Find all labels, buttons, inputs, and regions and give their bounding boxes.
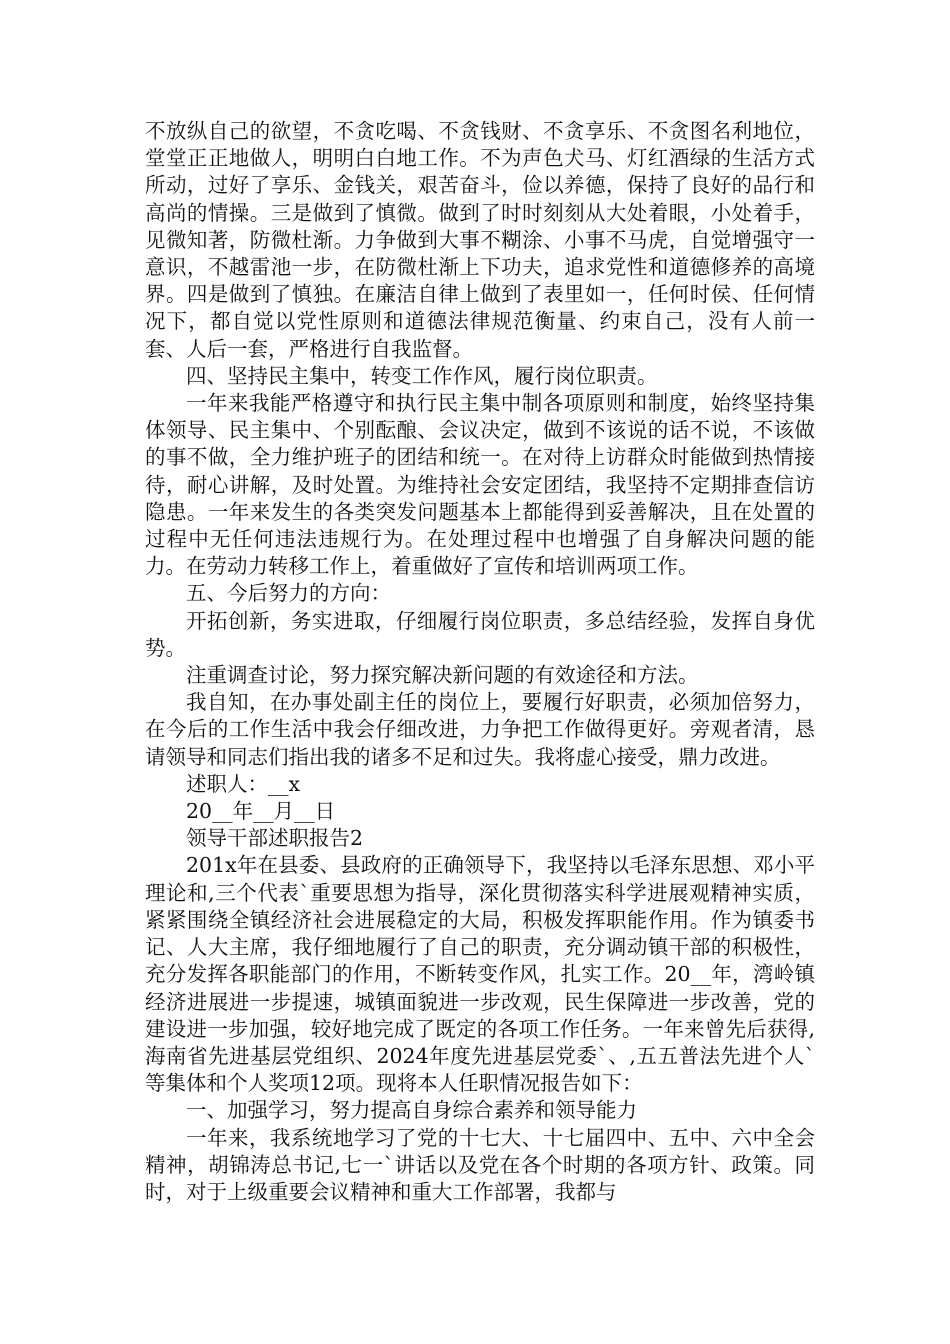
paragraph: 开拓创新，务实进取，仔细履行岗位职责，多总结经验，发挥自身优势。 [145, 608, 815, 660]
paragraph: 我自知，在办事处副主任的岗位上，要履行好职责，必须加倍努力，在今后的工作生活中我会仔细改进，力争把工作做得更好。旁观者清，恳请领导和同志们指出我的诸多不足和过失。我将虚心接受，鼎力改进。 [145, 690, 815, 769]
section-heading-4: 四、坚持民主集中，转变工作作风，履行岗位职责。 [186, 363, 658, 388]
signature-line: 述职人：__x [186, 771, 301, 796]
paragraph: 201x年在县委、县政府的正确领导下，我坚持以毛泽东思想、邓小平理论和,三个代表`重要思想为指导，深化贯彻落实科学进展观精神实质，紧紧围绕全镇经济社会进展稳定的大局，积极发挥职能作用。作为镇委书记、人大主席，我仔细地履行了自己的职责，充分调动镇干部的积极性，充分发挥各职能部门的作用，不断转变作风，扎实工作。20__年，湾岭镇经济进展进一步提速，城镇面貌进一步改观，民生保障进一步改善，党的建设进一步加强，较好地完成了既定的各项工作任务。一年来曾先后获得,海南省先进基层党组织、2024年度先进基层党委`、,五五普法先进个人`等集体和个人奖项12项。现将本人任职情况报告如下： [145, 853, 815, 1096]
paragraph: 不放纵自己的欲望，不贪吃喝、不贪钱财、不贪享乐、不贪图名利地位，堂堂正正地做人，明明白白地工作。不为声色犬马、灯红酒绿的生活方式所动，过好了享乐、金钱关，艰苦奋斗，俭以养德，保持了良好的品行和高尚的情操。三是做到了慎微。做到了时时刻刻从大处着眼，小处着手，见微知著，防微杜渐。力争做到大事不糊涂、小事不马虎，自觉增强守一意识，不越雷池一步，在防微杜渐上下功夫，追求党性和道德修养的高境界。四是做到了慎独。在廉洁自律上做到了表里如一，任何时侯、任何情况下，都自觉以党性原则和道德法律规范衡量、约束自己，没有人前一套、人后一套，严格进行自我监督。 [145, 119, 815, 361]
report-title: 领导干部述职报告2 [186, 826, 364, 851]
document-body [145, 118, 815, 1206]
section-heading-1: 一、加强学习，努力提高自身综合素养和领导能力 [186, 1098, 637, 1123]
paragraph: 一年来，我系统地学习了党的十七大、十七届四中、五中、六中全会精神，胡锦涛总书记,七一`讲话以及党在各个时期的各项方针、政策。同时，对于上级重要会议精神和重大工作部署，我都与 [145, 1125, 815, 1204]
paragraph: 注重调查讨论，努力探究解决新问题的有效途径和方法。 [186, 663, 699, 688]
paragraph: 一年来我能严格遵守和执行民主集中制各项原则和制度，始终坚持集体领导、民主集中、个别酝酿、会议决定，做到不该说的话不说，不该做的事不做，全力维护班子的团结和统一。在对待上访群众时能做到热情接待，耐心讲解，及时处置。为维持社会安定团结，我坚持不定期排查信访隐患。一年来发生的各类突发问题基本上都能得到妥善解决，且在处置的过程中无任何违法违规行为。在处理过程中也增强了自身解决问题的能力。在劳动力转移工作上，着重做好了宣传和培训两项工作。 [145, 391, 815, 579]
date-line: 20__年__月__日 [186, 799, 336, 824]
section-heading-5: 五、今后努力的方向： [186, 581, 391, 606]
